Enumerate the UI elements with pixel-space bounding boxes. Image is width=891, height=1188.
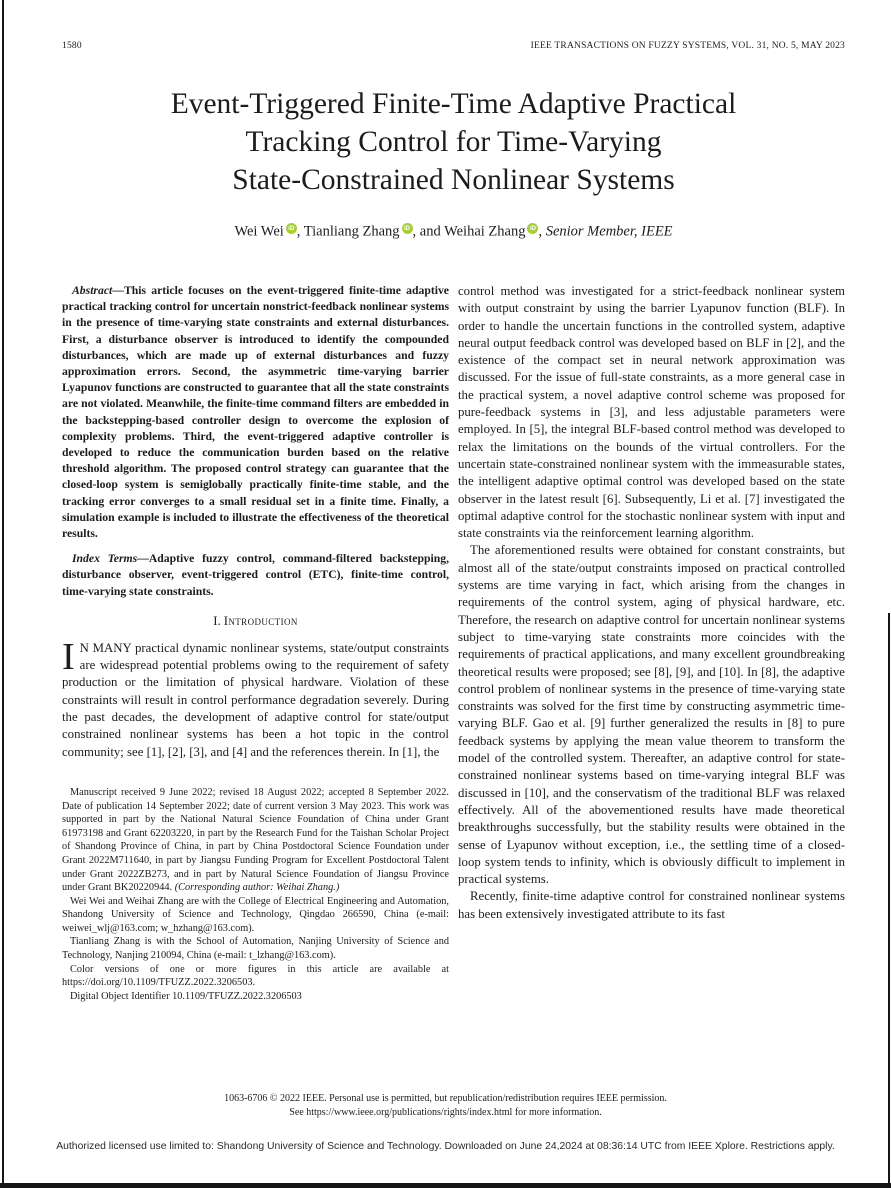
running-head [62,41,845,51]
footnote-color-versions [62,963,449,990]
color-versions-period: . [252,977,256,989]
rights-line [0,1106,891,1120]
author-line [62,223,845,240]
orcid-icon[interactable] [286,223,297,234]
title-line-3: State-Constrained Nonlinear Systems [232,164,675,196]
column-right [458,283,845,1003]
column-left [62,283,449,1003]
section-heading [62,614,449,629]
author-name-2: Tianliang Zhang [303,223,400,240]
paper-title [62,85,845,199]
author-separator: , [296,223,304,240]
manuscript-text: Manuscript received 9 June 2022; revised 18 August 2022; accepted 8 September 2022. Date of publication 14 September 2022; date of current version 3 May 2023. This work was supported in part by the National Natural Science Foundation of China under Grant 61973198 and Grant 62203220, in part by the Research Fund for the Taishan Scholar Project of Shandong Province of China, in part by China Postdoctoral Science Foundation under Grant 2022M711640, in part by Jiangsu Funding Program for Excellent Postdoctoral Talent under Grant 2022ZB273, and in part by Natural Science Foundation of Jiangsu Province under Grant BK20220944. [62,786,449,894]
footnote-affiliation-1: Wei Wei and Weihai Zhang are with the College of Electrical Engineering and Automation, Shandong University of Science and Technology, Qingdao 266590, China (e-mail: weiwei_wlj@163.com; w_hzhang@163.com). [62,895,449,934]
title-line-2: Tracking Control for Time-Varying [245,126,662,158]
license-line: Authorized licensed use limited to: Shandong University of Science and Technology. Downloaded on June 24,2024 at 08:36:14 UTC from IEEE Xplore. Restrictions apply. [56,1141,835,1152]
intro-body: practical dynamic nonlinear systems, state/output constraints are widespread potential problems owing to the requirement of safety production or the limitation of physical hardware. Violation of these constraints will result in control performance degradation severely. During the past decades, the development of adaptive control for state/output constrained nonlinear systems has been a hot topic in the control community; see [1], [2], [3], and [4] and the references therein. In [1], the [62,640,449,759]
author-name-1: Wei Wei [234,223,284,240]
index-terms-text: —Adaptive fuzzy control, command-filtered backstepping, disturbance observer, event-triggered control (ETC), finite-time control, time-varying state constraints. [62,552,449,598]
color-versions-text: Color versions of one or more figures in this article are available at [70,963,449,975]
author-separator: , and [412,223,445,240]
section-title: Introduction [223,613,298,628]
section-number: I. [213,613,221,628]
rights-pre: See [289,1107,307,1118]
copyright-block [0,1092,891,1120]
intro-lead: N MANY [79,640,132,655]
rights-url[interactable]: https://www.ieee.org/publications/rights/index.html [306,1107,513,1118]
title-line-1: Event-Triggered Finite-Time Adaptive Practical [170,88,737,120]
rights-post: for more information. [512,1107,602,1118]
abstract-label: Abstract [72,284,113,297]
page-number: 1580 [62,41,82,51]
copyright-line: 1063-6706 © 2022 IEEE. Personal use is permitted, but republication/redistribution requires IEEE permission. [224,1093,667,1104]
orcid-icon[interactable] [527,223,538,234]
scan-border-bottom [0,1183,891,1188]
abstract-text: —This article focuses on the event-triggered finite-time adaptive practical tracking control for uncertain nonstrict-feedback nonlinear systems in the presence of time-varying state constraints and external disturbances. First, a disturbance observer is introduced to identify the compounded disturbances, which are made up of external disturbances and fuzzy approximation errors. Second, the asymmetric time-varying barrier Lyapunov functions are constructed to guarantee that all the state constraints are not violated. Meanwhile, the finite-time command filters are embedded in the backstepping-based controller design to overcome the explosion of complexity problems. Third, the event-triggered adaptive controller is developed to reduce the communication burden based on the relative threshold algorithm. The proposed control strategy can guarantee that the closed-loop system is semiglobally practically finite-time stable, and the tracking error converges to a small residual set in a finite time. Finally, a simulation example is included to illustrate the effectiveness of the theoretical results. [62,284,449,541]
author-name-3: Weihai Zhang [444,223,526,240]
index-terms-label: Index Terms [72,552,138,566]
abstract [62,283,449,542]
orcid-glyph: iD [404,225,411,232]
orcid-icon[interactable] [402,223,413,234]
corresponding-author: (Corresponding author: Weihai Zhang.) [174,882,340,894]
footnote-manuscript [62,786,449,895]
orcid-glyph: iD [288,225,295,232]
scan-border-left [2,0,4,1183]
index-terms [62,551,449,600]
footnote-affiliation-2: Tianliang Zhang is with the School of Automation, Nanjing University of Science and Technology, Nanjing 210094, China (e-mail: t_lzhang@163.com). [62,936,449,962]
body-paragraph-3: Recently, finite-time adaptive control for constrained nonlinear systems has been extensively investigated attribute to its fast [458,889,845,921]
journal-header: IEEE TRANSACTIONS ON FUZZY SYSTEMS, VOL. 31, NO. 5, MAY 2023 [530,41,845,51]
two-column-body [62,283,845,1003]
footnote-doi: Digital Object Identifier 10.1109/TFUZZ.2022.3206503 [70,990,302,1002]
body-paragraph-2: The aforementioned results were obtained for constant constraints, but almost all of the state/output constraints imposed on practical controlled systems are time varying in fact, which arising from the changes in requirements of the control system, aging of physical hardware, etc. Therefore, the research on adaptive control for uncertain nonlinear systems subject to time-varying state constraints more coincides with the requirements of practical applications, and many excellent groundbreaking theoretical results were proposed; see [8], [9], and [10]. In [8], the adaptive control problem of nonlinear systems in the presence of time-varying state constraints was solved for the first time by constructing asymmetric time-varying BLF. Gao et al. [9] further generalized the results in [8] to pure feedback systems by applying the mean value theorem to transform the model of the controlled system. Thereafter, an adaptive control for state-constrained nonlinear systems based on time-varying integral BLF was discussed in [10], and the conservatism of the traditional BLF was relaxed effectively. All of the abovementioned results have made theoretical breakthroughs successfully, but the stability results were obtained in the sense of Lyapunov without exception, i.e., the settling time of a closed-loop system tends to infinity, which is obviously difficult to implement in practical systems. [458,543,845,887]
intro-text [62,635,449,761]
first-page-footnote [62,786,449,1004]
drop-cap: I [62,635,75,678]
author-separator: , [538,223,546,240]
doi-link[interactable]: https://doi.org/10.1109/TFUZZ.2022.3206503 [62,977,253,989]
orcid-glyph: iD [529,225,536,232]
intro-paragraph [62,635,449,761]
author-membership: Senior Member, IEEE [545,223,673,240]
body-paragraph-1: control method was investigated for a strict-feedback nonlinear system with output constraint by using the barrier Lyapunov function (BLF). In order to handle the uncertain functions in the controlled system, adaptive neural output feedback control was developed based on BLF in [2], and the existence of the compact set in neural network approximation was discussed. For the issue of full-state constraints, as a more general case in the practical system, a novel adaptive control scheme was proposed for pure-feedback systems in [3], and less adjustable parameters were employed. In [5], the integral BLF-based control method was developed to relax the limitations on the bounds of the virtual controllers. For the uncertain state-constrained nonlinear system with the immeasurable states, the intelligent adaptive optimal control was developed based on the state observer in the latest result [6]. Subsequently, Li et al. [7] investigated the optimal adaptive control for the stochastic nonlinear system with input and state constraints via the reinforcement learning algorithm. [458,284,845,541]
